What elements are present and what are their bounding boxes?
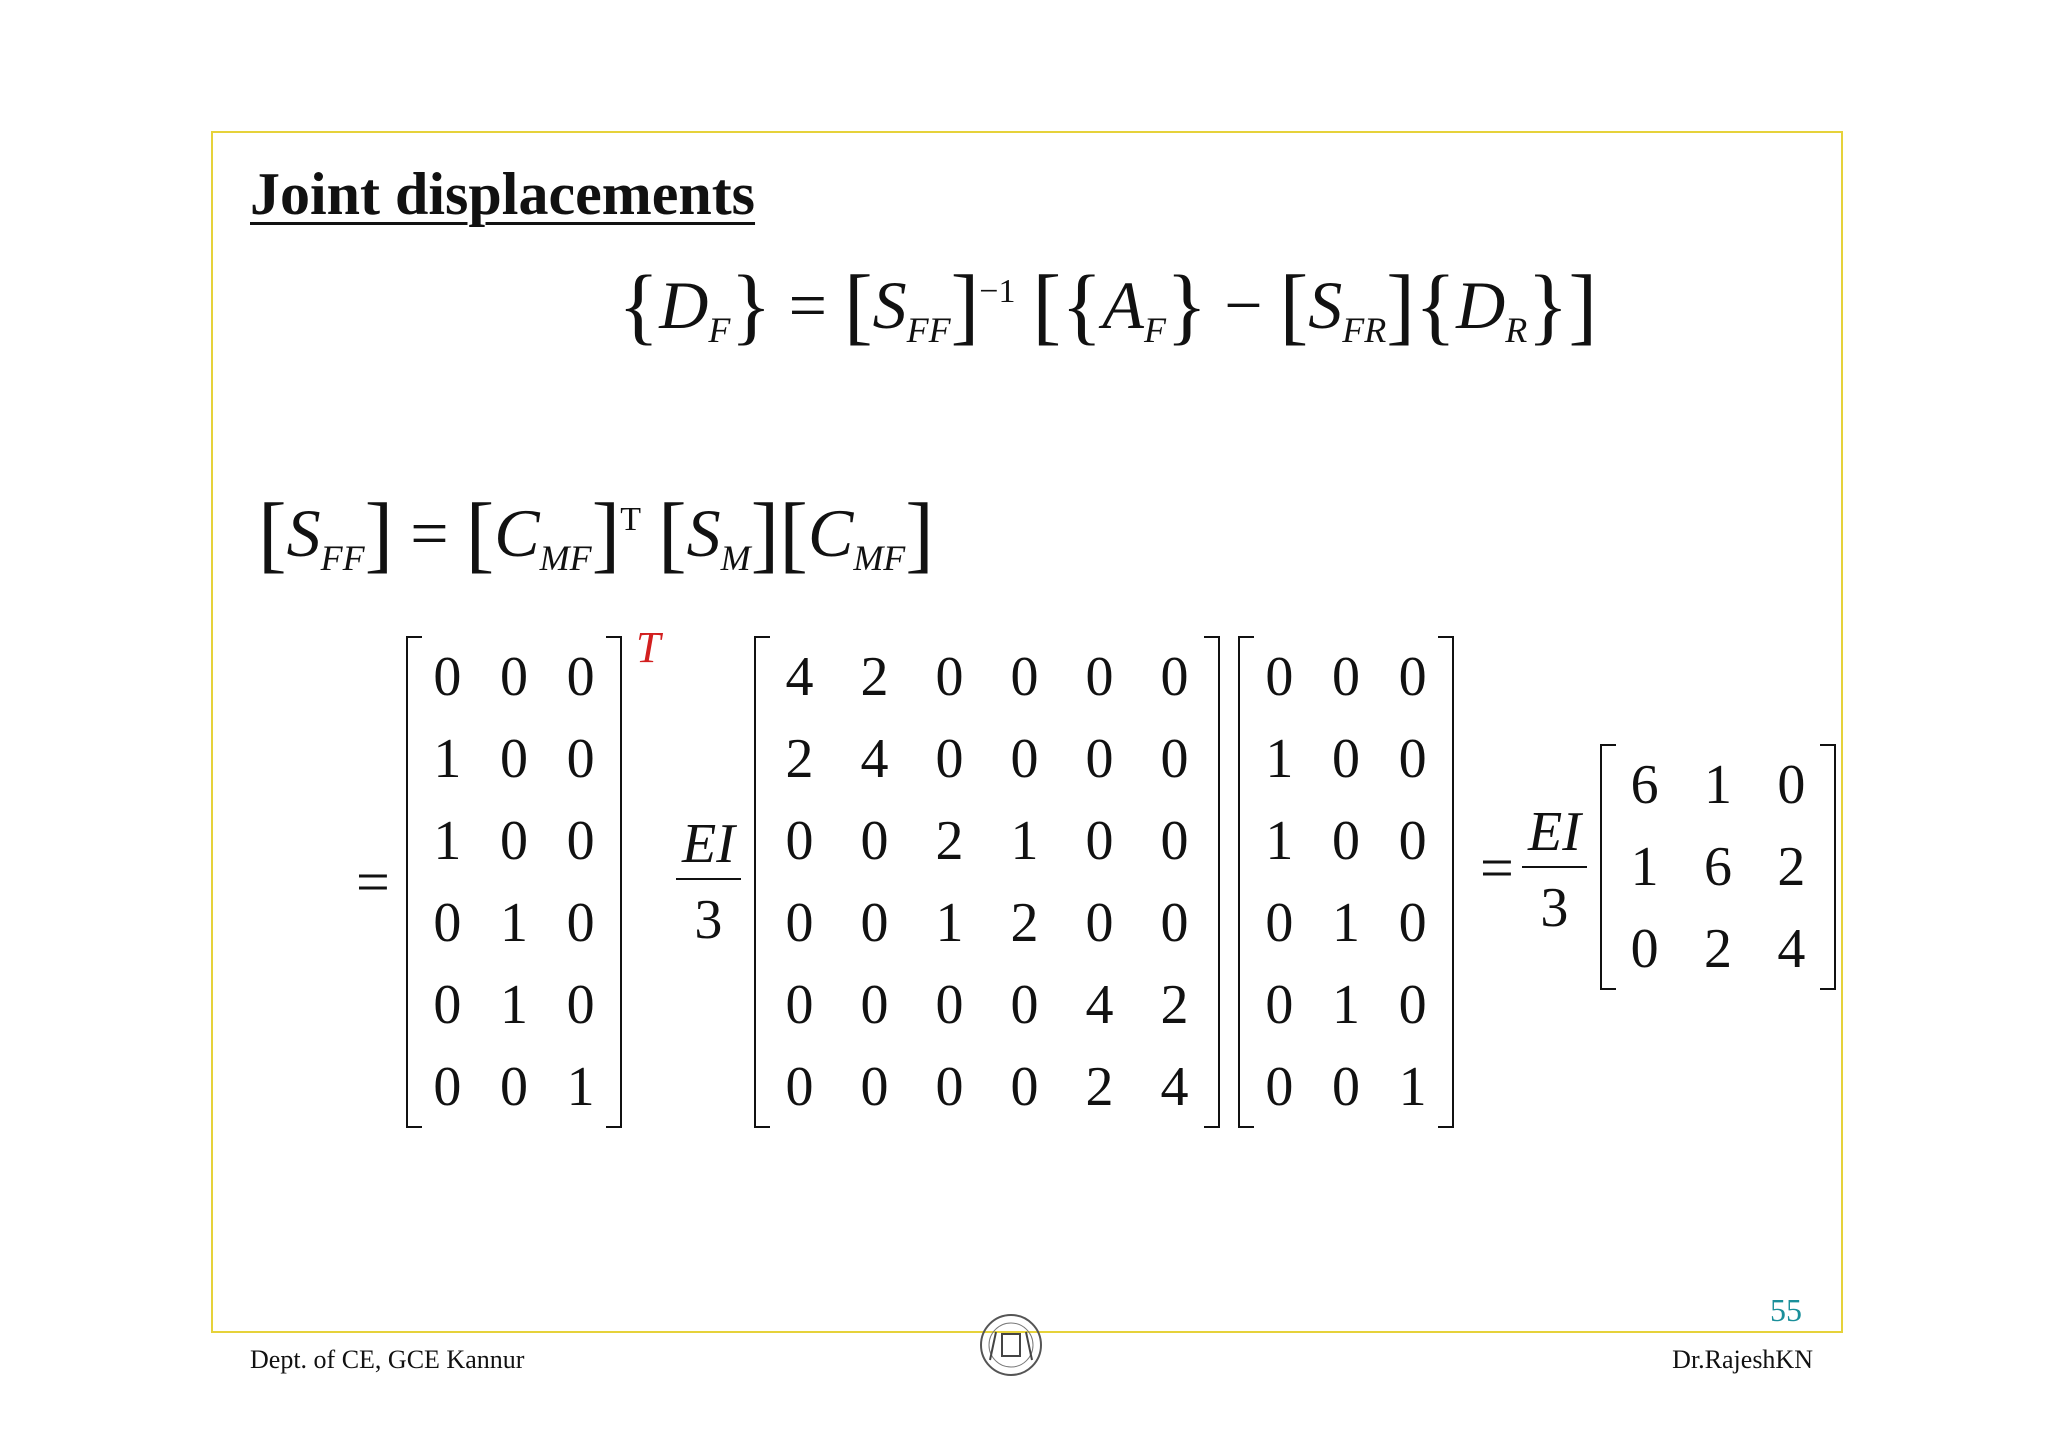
matrix-grid: 0 0 0 1 0 0 1 0 0 0 1 0 0 1 0 0 0 1 (1265, 646, 1427, 1118)
equation-joint-displacement: $\{D_F\} = [S_{FF}]^{-1}$ $[\{A_F\} - [S_{FR}]\{D_R\}]$ (618, 257, 1598, 353)
bracket-right (1438, 636, 1454, 1128)
ei-over-3-fraction-result: $\frac{EI}{3}$ (1522, 800, 1587, 940)
equation-stiffness: $[S_{FF}] = [C_{MF}]^T$ $[S_M][C_{MF}]$ (258, 485, 934, 581)
college-logo-icon (976, 1310, 1046, 1380)
bracket-right (1820, 744, 1836, 990)
matrix-grid: 0 0 0 1 0 0 1 0 0 0 1 0 0 1 0 0 0 1 (433, 646, 595, 1118)
cmf-matrix-transposed (414, 636, 614, 1128)
footer-author: Dr.RajeshKN (1672, 1345, 1813, 1374)
transpose-mark: T (636, 623, 661, 672)
matrix-grid: 4 2 0 0 0 0 2 4 0 0 0 0 0 0 2 1 0 0 0 0 1 2 0 0 0 0 0 0 4 2 0 0 0 0 2 4 (785, 646, 1189, 1118)
slide-title: Joint displacements (250, 161, 756, 227)
footer-dept: Dept. of CE, GCE Kannur (250, 1345, 525, 1374)
result-matrix (1608, 744, 1828, 990)
ei-over-3-fraction: $\frac{EI}{3}$ (676, 812, 741, 952)
equals-sign: = (356, 849, 390, 915)
bracket-right (1204, 636, 1220, 1128)
bracket-left (406, 636, 422, 1128)
bracket-left (1238, 636, 1254, 1128)
matrix-grid: 6 1 0 1 6 2 0 2 4 (1630, 754, 1806, 980)
bracket-left (754, 636, 770, 1128)
page-number: 55 (1770, 1292, 1802, 1328)
sm-matrix (762, 636, 1212, 1128)
cmf-matrix (1246, 636, 1446, 1128)
bracket-right (606, 636, 622, 1128)
bracket-left (1600, 744, 1616, 990)
equals-sign-result: = (1480, 835, 1514, 901)
